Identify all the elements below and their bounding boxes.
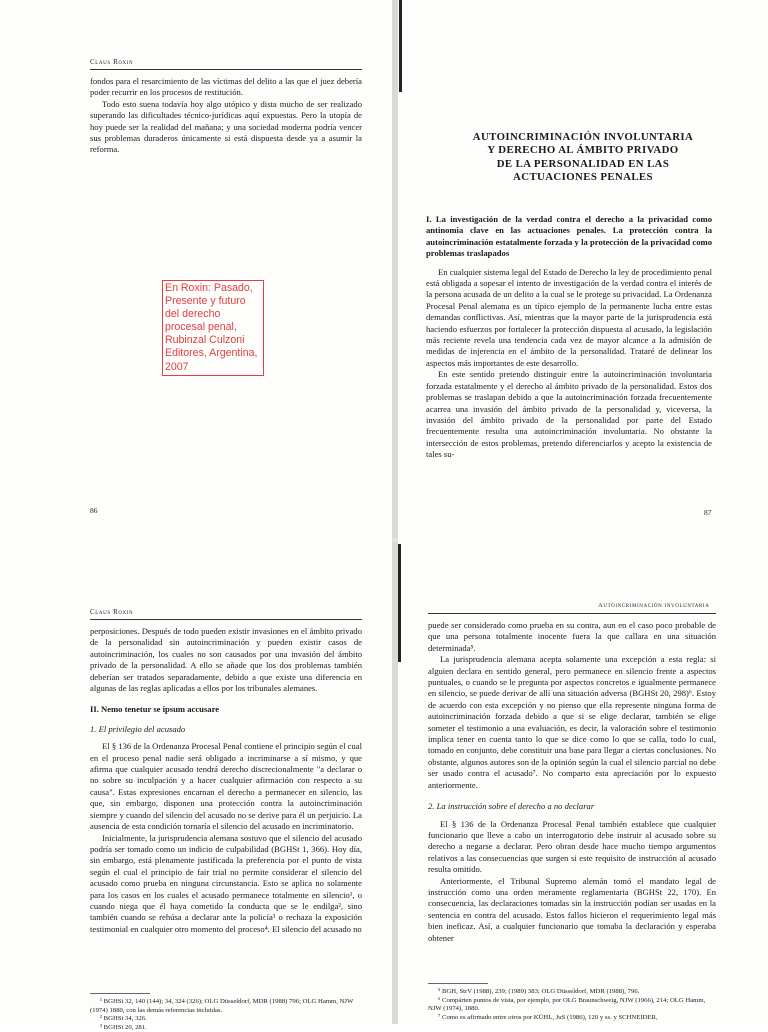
page-number: 87 [704,508,712,517]
paragraph: Todo esto suena todavía hoy algo utópico y dista mucho de ser realizado superando las dificultades técnico-jurídicas aquí expuestas. Pero la utopía de hoy puede ser la realidad del mañana; y una sociedad moderna podría vencer sus problemas duraderos únicamente si está dispuesta desde ya a asumir la reforma. [90,99,362,156]
paragraph: En cualquier sistema legal del Estado de Derecho la ley de procedimiento penal está obligada a sopesar el intento de investigación de la verdad contra el interés de la persona acusada de un delito a la cual se le protege su privacidad. La Ordenanza Procesal Penal alemana es un típico ejemplo de la permanente lucha entre estas demandas conflictivas. Así, mientras que la mayor parte de la jurisprudencia está haciendo esfuerzos por fortalecer la protección dispuesta al acusado, la legislación más reciente revela una tendencia cada vez de mayor alcance a la admisión de medidas de injerencia en el ámbito de la personalidad. Trataré de delinear los aspectos más importantes de este desarrollo. [426,267,712,370]
title-line: Y DERECHO AL ÁMBITO PRIVADO [438,144,728,157]
body-text [428,620,716,944]
body-text [90,76,362,156]
footnote: ⁵ BGH, StrV (1988), 239; (1989) 383; OLG Düsseldorf, MDR (1988), 796. [428,988,716,997]
page-edge-shadow [398,544,401,662]
body-text [426,214,712,461]
page-88 [0,540,392,1024]
footnotes [90,998,362,1032]
section-heading: II. Nemo tenetur se ipsum accusare [90,704,362,715]
page-86 [0,0,392,540]
page-89 [398,540,768,1024]
title-line: DE LA PERSONALIDAD EN LAS [438,158,728,171]
paragraph: El § 136 de la Ordenanza Procesal Penal contiene el principio según el cual en el proceso penal nadie será obligado a incriminarse a sí mismo, y que afirma que cualquier acusado tendrá derecho discrecionalmente "a declarar o no sobre su inculpación y a hacer cualquier afirmación con respecto a su causa". Estas expresiones encarnan el derecho a permanecer en silencio, las que, sin embargo, disponen una protección contra la autoincriminación siempre y cuando del silencio del acusado no se derive para él un perjuicio. La ausencia de esta condición tornaría el silencio del acusado en incriminatorio. [90,741,362,832]
paragraph: La jurisprudencia alemana acepta solamente una excepción a esta regla: si alguien declara en sentido general, pero permanece en silencio frente a aspectos puntuales, o cuando se le pregunta por aspectos concretos e igualmente permanece en silencio, se puede derivar de allí una situación adversa (BGHSt 20, 298)⁶. Estoy de acuerdo con esta excepción y no pienso que ella represente ninguna forma de autoincriminación forzada debido a que si se elige declarar, también se elige someter el testimonio a una evaluación, es decir, la valoración sobre el testimonio implica tener en cuenta tanto lo que se dice como lo que se calla, todo lo cual, tomado en conjunto, debe constituir una base para llegar a ciertas conclusiones. No obstante, algunos autores son de la opinión según la cual el silencio parcial no debe ser usado contra el acusado⁷. No comparto esta apreciación por lo expuesto anteriormente. [428,654,716,791]
subheading: 2. La instrucción sobre el derecho a no declarar [428,801,716,812]
paragraph: puede ser considerado como prueba en su contra, aun en el caso poco probable de que una persona totalmente inocente fuera la que callara en una situación determinada⁵. [428,620,716,654]
section-heading: I. La investigación de la verdad contra el derecho a la privacidad como antinomia clave en las actuaciones penales. La protección contra la autoincriminación estatalmente forzada y la protección de la privacidad como problemas traslapados [426,214,712,260]
footnote: ¹ BGHSt 32, 140 (144); 34, 324 (326); OLG Düsseldorf, MDR (1988) 796; OLG Hamm, NJW (1974) 1880, con las demás referencias incluidas. [90,998,362,1015]
running-head: Claus Roxin [90,58,133,66]
paragraph: fondos para el resarcimiento de las víctimas del delito a las que el juez debería poder recurrir en los procesos de restitución. [90,76,362,99]
page-edge-shadow [399,0,402,92]
footnote: ⁶ Compárten puntos de vista, por ejemplo, por OLG Braunschweig, NJW (1966), 214; OLG Hamm, NJW (1974), 1880. [428,997,716,1014]
body-text [90,626,362,935]
header-rule [428,613,716,614]
paragraph: perposiciones. Después de todo pueden existir invasiones en el ámbito privado de la personalidad sin autoincriminación y pueden existir casos de autoincriminación, los cuales no son causados por una invasión del ámbito privado de la personalidad. A ello se añade que los dos problemas también deberían ser tratados separadamente, debido a que existe una diferencia en algunas de las reglas aplicadas a ellos por los tribunales alemanes. [90,626,362,694]
chapter-title [438,131,728,185]
footnote: ⁷ Como es afirmado entre otros por KÜHL, JuS (1986), 120 y ss. y SCHNEIDER, [428,1014,716,1023]
footnote: ³ BGHSt 20, 281. [90,1024,362,1032]
paragraph: Inicialmente, la jurisprudencia alemana sostuvo que el silencio del acusado podría ser tomado como un indicio de culpabilidad (BGHSt 1, 366). Hoy día, sin embargo, está plenamente justificada la preferencia por el punto de vista según el cual el principio de fair trial no permite considerar el silencio del acusado como prueba en ninguna circunstancia. Esto se aplica no solamente para los casos en los cuales el acusado permanece totalmente en silencio¹, o cuando niega que él haya cometido la conducta que se le endilga², sino también cuando se rehúsa a declarar ante la policía³ o rechaza la exposición testimonial en cualquier otro momento del proceso⁴. El silencio del acusado no [90,833,362,936]
footnote-rule [428,983,488,984]
header-rule [90,619,362,620]
footnote-rule [90,993,150,994]
paragraph: En este sentido pretendo distinguir entre la autoincriminación involuntaria forzada estatalmente y el derecho al ámbito privado de la personalidad. Estos dos problemas se traslapan debido a que la autoincriminación forzada frecuentemente acarrea una invasión del ámbito privado de la personalidad y, viceversa, la invasión del ámbito privado de la personalidad por parte del Estado frecuentemente resulta una autoincriminación involuntaria. No obstante la intersección de estos problemas, pretendo diferenciarlos y acepto la existencia de tales su- [426,369,712,460]
page-87 [398,0,768,540]
citation-stamp: En Roxin: Pasado, Presente y futuro del derecho procesal penal, Rubinzal Culzoni Editores, Argentina, 2007 [162,280,264,376]
footnote: ² BGHSt 34, 326. [90,1015,362,1024]
title-line: AUTOINCRIMINACIÓN INVOLUNTARIA [438,131,728,144]
paragraph: El § 136 de la Ordenanza Procesal Penal también establece que cualquier funcionario que lleve a cabo un interrogatorio debe instruir al acusado sobre su derecho a negarse a declarar. Pero obran desde hace mucho tiempo argumentos relativos a las consecuencias que surgen si este requisito de instrucción al acusado resulta omitido. [428,819,716,876]
running-head: Autoincriminación involuntaria [598,602,709,609]
subheading: 1. El privilegio del acusado [90,724,362,735]
footnotes [428,988,716,1022]
running-head: Claus Roxin [90,608,133,616]
title-line: ACTUACIONES PENALES [438,171,728,184]
page-number: 86 [90,506,98,515]
paragraph: Anteriormente, el Tribunal Supremo alemán tomó el mandato legal de instrucción como una orden meramente reglamentaria (BGHSt 22, 170). En consecuencia, las declaraciones tomadas sin la instrucción podían ser usadas en la sentencia en contra del acusado. Estos fallos hicieron el requerimiento legal más bien ineficaz. Así, a cualquier funcionario que tomaba la declaración y esperaba obtener [428,876,716,944]
header-rule [90,69,362,70]
